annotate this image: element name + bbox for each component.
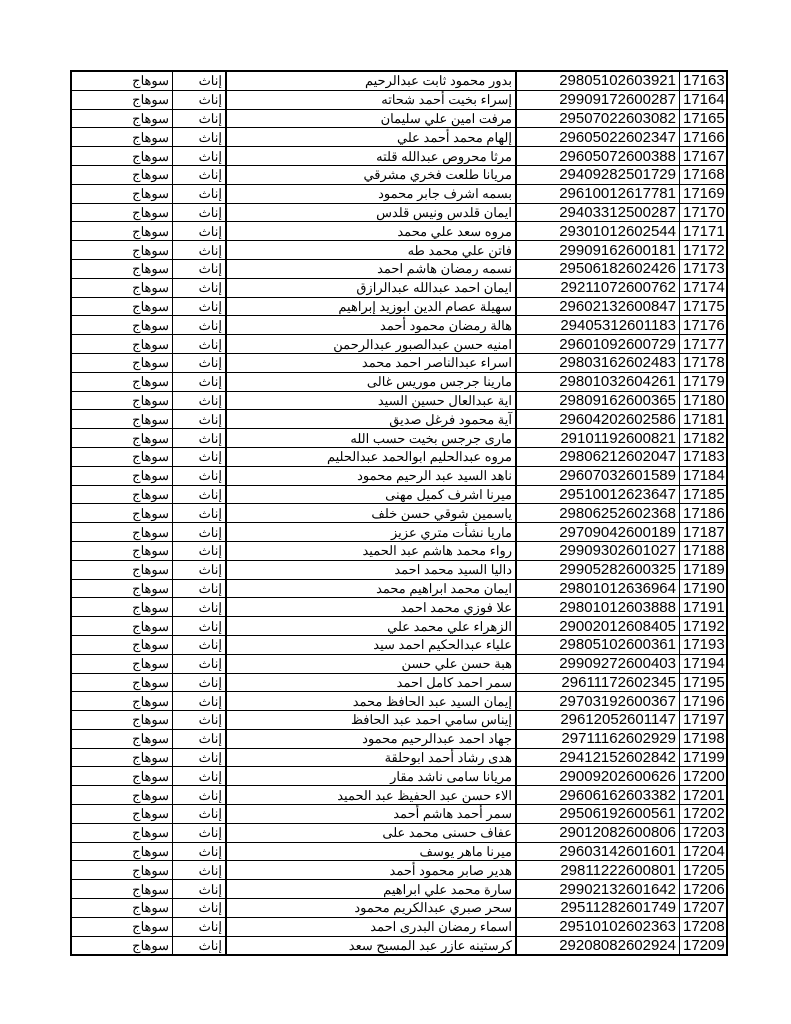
serial-number-cell: 17164: [680, 90, 728, 109]
gender-cell: إناث: [173, 673, 227, 692]
table-row: [71, 560, 727, 579]
name-cell: جهاد احمد عبدالرحيم محمود: [226, 729, 516, 748]
governorate-cell: سوهاج: [71, 673, 173, 692]
national-id-cell: 29611172602345: [516, 673, 680, 692]
gender-cell: إناث: [173, 90, 227, 109]
gender-cell: إناث: [173, 372, 227, 391]
governorate-cell: سوهاج: [71, 748, 173, 767]
national-id-cell: 29409282501729: [516, 165, 680, 184]
gender-cell: إناث: [173, 767, 227, 786]
gender-cell: إناث: [173, 598, 227, 617]
serial-number-cell: 17191: [680, 598, 728, 617]
name-cell: إيناس سامي احمد عبد الحافظ: [226, 711, 516, 730]
table-row: [71, 936, 727, 955]
serial-number-cell: 17179: [680, 372, 728, 391]
table-row: [71, 241, 727, 260]
governorate-cell: سوهاج: [71, 241, 173, 260]
national-id-cell: 29806252602368: [516, 504, 680, 523]
gender-cell: إناث: [173, 203, 227, 222]
national-id-cell: 29607032601589: [516, 466, 680, 485]
governorate-cell: سوهاج: [71, 71, 173, 90]
governorate-cell: سوهاج: [71, 297, 173, 316]
name-cell: ميرنا ماهر يوسف: [226, 842, 516, 861]
gender-cell: إناث: [173, 353, 227, 372]
serial-number-cell: 17176: [680, 316, 728, 335]
gender-cell: إناث: [173, 823, 227, 842]
serial-number-cell: 17194: [680, 654, 728, 673]
gender-cell: إناث: [173, 297, 227, 316]
national-id-cell: 29510012623647: [516, 485, 680, 504]
name-cell: آية محمود فرغل صديق: [226, 410, 516, 429]
name-cell: مريانا سامى ناشد مقار: [226, 767, 516, 786]
gender-cell: إناث: [173, 748, 227, 767]
table-row: [71, 410, 727, 429]
serial-number-cell: 17195: [680, 673, 728, 692]
serial-number-cell: 17166: [680, 128, 728, 147]
national-id-cell: 29009202600626: [516, 767, 680, 786]
name-cell: اية عبدالعال حسين السيد: [226, 391, 516, 410]
governorate-cell: سوهاج: [71, 842, 173, 861]
governorate-cell: سوهاج: [71, 711, 173, 730]
serial-number-cell: 17197: [680, 711, 728, 730]
national-id-cell: 29602132600847: [516, 297, 680, 316]
governorate-cell: سوهاج: [71, 729, 173, 748]
table-row: [71, 222, 727, 241]
name-cell: مارينا جرجس موريس غالى: [226, 372, 516, 391]
table-row: [71, 391, 727, 410]
governorate-cell: سوهاج: [71, 654, 173, 673]
governorate-cell: سوهاج: [71, 259, 173, 278]
serial-number-cell: 17188: [680, 541, 728, 560]
serial-number-cell: 17186: [680, 504, 728, 523]
gender-cell: إناث: [173, 635, 227, 654]
national-id-cell: 29506182602426: [516, 259, 680, 278]
gender-cell: إناث: [173, 560, 227, 579]
serial-number-cell: 17207: [680, 899, 728, 918]
serial-number-cell: 17190: [680, 579, 728, 598]
national-id-cell: 29603142601601: [516, 842, 680, 861]
governorate-cell: سوهاج: [71, 203, 173, 222]
name-cell: هالة رمضان محمود أحمد: [226, 316, 516, 335]
table-row: [71, 128, 727, 147]
gender-cell: إناث: [173, 109, 227, 128]
name-cell: سارة محمد علي ابراهيم: [226, 880, 516, 899]
serial-number-cell: 17202: [680, 805, 728, 824]
serial-number-cell: 17167: [680, 147, 728, 166]
name-cell: بدور محمود ثابت عبدالرحيم: [226, 71, 516, 90]
gender-cell: إناث: [173, 222, 227, 241]
national-id-cell: 29612052601147: [516, 711, 680, 730]
gender-cell: إناث: [173, 523, 227, 542]
national-id-cell: 29604202602586: [516, 410, 680, 429]
national-id-cell: 29909302601027: [516, 541, 680, 560]
governorate-cell: سوهاج: [71, 936, 173, 955]
national-id-cell: 29606162603382: [516, 786, 680, 805]
governorate-cell: سوهاج: [71, 90, 173, 109]
serial-number-cell: 17205: [680, 861, 728, 880]
serial-number-cell: 17193: [680, 635, 728, 654]
table-row: [71, 635, 727, 654]
name-cell: رواء محمد هاشم عبد الحميد: [226, 541, 516, 560]
gender-cell: إناث: [173, 899, 227, 918]
governorate-cell: سوهاج: [71, 899, 173, 918]
table-row: [71, 617, 727, 636]
serial-number-cell: 17181: [680, 410, 728, 429]
governorate-cell: سوهاج: [71, 222, 173, 241]
national-id-cell: 29211072600762: [516, 278, 680, 297]
governorate-cell: سوهاج: [71, 560, 173, 579]
table-row: [71, 598, 727, 617]
table-row: [71, 711, 727, 730]
national-id-cell: 29012082600806: [516, 823, 680, 842]
serial-number-cell: 17183: [680, 447, 728, 466]
national-id-cell: 29801012603888: [516, 598, 680, 617]
name-cell: كرستينه عازر عبد المسيح سعد: [226, 936, 516, 955]
table-row: [71, 372, 727, 391]
gender-cell: إناث: [173, 936, 227, 955]
national-id-cell: 29711162602929: [516, 729, 680, 748]
national-id-cell: 29805102603921: [516, 71, 680, 90]
serial-number-cell: 17189: [680, 560, 728, 579]
gender-cell: إناث: [173, 391, 227, 410]
governorate-cell: سوهاج: [71, 635, 173, 654]
serial-number-cell: 17196: [680, 692, 728, 711]
serial-number-cell: 17203: [680, 823, 728, 842]
name-cell: اسراء عبدالناصر احمد محمد: [226, 353, 516, 372]
national-id-cell: 29909162600181: [516, 241, 680, 260]
name-cell: هدير صابر محمود أحمد: [226, 861, 516, 880]
table-row: [71, 917, 727, 936]
governorate-cell: سوهاج: [71, 617, 173, 636]
gender-cell: إناث: [173, 128, 227, 147]
national-id-cell: 29806212602047: [516, 447, 680, 466]
table-row: [71, 316, 727, 335]
national-id-cell: 29301012602544: [516, 222, 680, 241]
gender-cell: إناث: [173, 729, 227, 748]
name-cell: مرثا محروص عبدالله قلته: [226, 147, 516, 166]
governorate-cell: سوهاج: [71, 184, 173, 203]
table-row: [71, 523, 727, 542]
national-id-cell: 29412152602842: [516, 748, 680, 767]
serial-number-cell: 17169: [680, 184, 728, 203]
national-id-cell: 29811222600801: [516, 861, 680, 880]
table-row: [71, 786, 727, 805]
name-cell: علياء عبدالحكيم احمد سيد: [226, 635, 516, 654]
governorate-cell: سوهاج: [71, 410, 173, 429]
serial-number-cell: 17192: [680, 617, 728, 636]
serial-number-cell: 17201: [680, 786, 728, 805]
name-cell: سحر صبري عبدالكريم محمود: [226, 899, 516, 918]
national-id-cell: 29507022603082: [516, 109, 680, 128]
gender-cell: إناث: [173, 184, 227, 203]
name-cell: داليا السيد محمد احمد: [226, 560, 516, 579]
governorate-cell: سوهاج: [71, 880, 173, 899]
serial-number-cell: 17173: [680, 259, 728, 278]
name-cell: مارى جرجس بخيت حسب الله: [226, 429, 516, 448]
serial-number-cell: 17199: [680, 748, 728, 767]
national-id-cell: 29510102602363: [516, 917, 680, 936]
serial-number-cell: 17184: [680, 466, 728, 485]
gender-cell: إناث: [173, 541, 227, 560]
gender-cell: إناث: [173, 410, 227, 429]
table-row: [71, 297, 727, 316]
national-id-cell: 29208082602924: [516, 936, 680, 955]
governorate-cell: سوهاج: [71, 767, 173, 786]
serial-number-cell: 17198: [680, 729, 728, 748]
national-id-cell: 29803162602483: [516, 353, 680, 372]
national-id-cell: 29506192600561: [516, 805, 680, 824]
serial-number-cell: 17165: [680, 109, 728, 128]
table-row: [71, 353, 727, 372]
governorate-cell: سوهاج: [71, 466, 173, 485]
gender-cell: إناث: [173, 466, 227, 485]
name-cell: ماريا نشأت متري عزيز: [226, 523, 516, 542]
gender-cell: إناث: [173, 692, 227, 711]
governorate-cell: سوهاج: [71, 391, 173, 410]
serial-number-cell: 17208: [680, 917, 728, 936]
table-row: [71, 71, 727, 90]
name-cell: إيمان السيد عبد الحافظ محمد: [226, 692, 516, 711]
table-row: [71, 729, 727, 748]
name-cell: امنيه حسن عبدالصبور عبدالرحمن: [226, 335, 516, 354]
table-row: [71, 90, 727, 109]
serial-number-cell: 17177: [680, 335, 728, 354]
serial-number-cell: 17200: [680, 767, 728, 786]
gender-cell: إناث: [173, 504, 227, 523]
national-id-cell: 29002012608405: [516, 617, 680, 636]
gender-cell: إناث: [173, 842, 227, 861]
table-row: [71, 541, 727, 560]
serial-number-cell: 17171: [680, 222, 728, 241]
governorate-cell: سوهاج: [71, 128, 173, 147]
name-cell: بسمه اشرف جابر محمود: [226, 184, 516, 203]
gender-cell: إناث: [173, 617, 227, 636]
governorate-cell: سوهاج: [71, 504, 173, 523]
national-id-cell: 29610012617781: [516, 184, 680, 203]
serial-number-cell: 17185: [680, 485, 728, 504]
table-row: [71, 184, 727, 203]
gender-cell: إناث: [173, 579, 227, 598]
national-id-cell: 29403312500287: [516, 203, 680, 222]
table-row: [71, 692, 727, 711]
gender-cell: إناث: [173, 316, 227, 335]
name-cell: عفاف حسنى محمد على: [226, 823, 516, 842]
serial-number-cell: 17180: [680, 391, 728, 410]
governorate-cell: سوهاج: [71, 541, 173, 560]
gender-cell: إناث: [173, 786, 227, 805]
serial-number-cell: 17170: [680, 203, 728, 222]
table-row: [71, 165, 727, 184]
national-id-cell: 29809162600365: [516, 391, 680, 410]
governorate-cell: سوهاج: [71, 485, 173, 504]
table-row: [71, 147, 727, 166]
table-row: [71, 880, 727, 899]
governorate-cell: سوهاج: [71, 165, 173, 184]
governorate-cell: سوهاج: [71, 523, 173, 542]
national-id-cell: 29101192600821: [516, 429, 680, 448]
gender-cell: إناث: [173, 654, 227, 673]
table-row: [71, 504, 727, 523]
table-row: [71, 654, 727, 673]
table-row: [71, 823, 727, 842]
name-cell: الاء حسن عبد الحفيظ عبد الحميد: [226, 786, 516, 805]
gender-cell: إناث: [173, 335, 227, 354]
table-row: [71, 278, 727, 297]
table-row: [71, 447, 727, 466]
name-cell: مريانا طلعت فخري مشرقي: [226, 165, 516, 184]
name-cell: ميرنا اشرف كميل مهنى: [226, 485, 516, 504]
table-row: [71, 579, 727, 598]
national-id-cell: 29703192600367: [516, 692, 680, 711]
governorate-cell: سوهاج: [71, 429, 173, 448]
gender-cell: إناث: [173, 165, 227, 184]
gender-cell: إناث: [173, 711, 227, 730]
name-cell: علا فوزي محمد احمد: [226, 598, 516, 617]
name-cell: سهيلة عصام الدين ابوزيد إبراهيم: [226, 297, 516, 316]
gender-cell: إناث: [173, 259, 227, 278]
gender-cell: إناث: [173, 241, 227, 260]
table-row: [71, 466, 727, 485]
name-cell: ايمان محمد ابراهيم محمد: [226, 579, 516, 598]
governorate-cell: سوهاج: [71, 147, 173, 166]
records-table: [70, 70, 728, 956]
name-cell: مروه سعد علي محمد: [226, 222, 516, 241]
gender-cell: إناث: [173, 485, 227, 504]
serial-number-cell: 17204: [680, 842, 728, 861]
serial-number-cell: 17187: [680, 523, 728, 542]
table-row: [71, 203, 727, 222]
national-id-cell: 29805102600361: [516, 635, 680, 654]
name-cell: اسماء رمضان البدرى احمد: [226, 917, 516, 936]
table-row: [71, 259, 727, 278]
national-id-cell: 29902132601642: [516, 880, 680, 899]
governorate-cell: سوهاج: [71, 805, 173, 824]
gender-cell: إناث: [173, 447, 227, 466]
serial-number-cell: 17178: [680, 353, 728, 372]
name-cell: ناهد السيد عبد الرحيم محمود: [226, 466, 516, 485]
name-cell: نسمه رمضان هاشم احمد: [226, 259, 516, 278]
name-cell: إسراء بخيت أحمد شحاته: [226, 90, 516, 109]
table-row: [71, 429, 727, 448]
governorate-cell: سوهاج: [71, 692, 173, 711]
serial-number-cell: 17163: [680, 71, 728, 90]
name-cell: هبة حسن علي حسن: [226, 654, 516, 673]
table-row: [71, 748, 727, 767]
national-id-cell: 29709042600189: [516, 523, 680, 542]
table-row: [71, 109, 727, 128]
gender-cell: إناث: [173, 71, 227, 90]
table-row: [71, 673, 727, 692]
governorate-cell: سوهاج: [71, 353, 173, 372]
gender-cell: إناث: [173, 861, 227, 880]
national-id-cell: 29909272600403: [516, 654, 680, 673]
governorate-cell: سوهاج: [71, 372, 173, 391]
name-cell: سمر أحمد هاشم أحمد: [226, 805, 516, 824]
governorate-cell: سوهاج: [71, 917, 173, 936]
governorate-cell: سوهاج: [71, 316, 173, 335]
serial-number-cell: 17172: [680, 241, 728, 260]
governorate-cell: سوهاج: [71, 109, 173, 128]
table-row: [71, 335, 727, 354]
governorate-cell: سوهاج: [71, 579, 173, 598]
name-cell: ياسمين شوقي حسن خلف: [226, 504, 516, 523]
national-id-cell: 29601092600729: [516, 335, 680, 354]
national-id-cell: 29909172600287: [516, 90, 680, 109]
national-id-cell: 29801012636964: [516, 579, 680, 598]
name-cell: هدى رشاد أحمد ابوحلقة: [226, 748, 516, 767]
name-cell: ايمان احمد عبدالله عبدالرازق: [226, 278, 516, 297]
serial-number-cell: 17175: [680, 297, 728, 316]
governorate-cell: سوهاج: [71, 598, 173, 617]
serial-number-cell: 17209: [680, 936, 728, 955]
national-id-cell: 29605022602347: [516, 128, 680, 147]
serial-number-cell: 17182: [680, 429, 728, 448]
table-row: [71, 485, 727, 504]
governorate-cell: سوهاج: [71, 278, 173, 297]
gender-cell: إناث: [173, 429, 227, 448]
name-cell: الزهراء علي محمد علي: [226, 617, 516, 636]
serial-number-cell: 17168: [680, 165, 728, 184]
national-id-cell: 29605072600388: [516, 147, 680, 166]
gender-cell: إناث: [173, 278, 227, 297]
governorate-cell: سوهاج: [71, 823, 173, 842]
name-cell: مروه عبدالحليم ابوالحمد عبدالحليم: [226, 447, 516, 466]
name-cell: ايمان قلدس ونيس قلدس: [226, 203, 516, 222]
serial-number-cell: 17206: [680, 880, 728, 899]
national-id-cell: 29905282600325: [516, 560, 680, 579]
records-table-body: [71, 71, 727, 955]
table-row: [71, 842, 727, 861]
gender-cell: إناث: [173, 880, 227, 899]
governorate-cell: سوهاج: [71, 786, 173, 805]
gender-cell: إناث: [173, 917, 227, 936]
table-row: [71, 861, 727, 880]
name-cell: سمر احمد كامل احمد: [226, 673, 516, 692]
gender-cell: إناث: [173, 147, 227, 166]
governorate-cell: سوهاج: [71, 861, 173, 880]
table-row: [71, 767, 727, 786]
name-cell: مرفت امين علي سليمان: [226, 109, 516, 128]
national-id-cell: 29511282601749: [516, 899, 680, 918]
gender-cell: إناث: [173, 805, 227, 824]
name-cell: إلهام محمد أحمد علي: [226, 128, 516, 147]
name-cell: فاتن علي محمد طه: [226, 241, 516, 260]
serial-number-cell: 17174: [680, 278, 728, 297]
national-id-cell: 29405312601183: [516, 316, 680, 335]
national-id-cell: 29801032604261: [516, 372, 680, 391]
table-row: [71, 805, 727, 824]
governorate-cell: سوهاج: [71, 335, 173, 354]
table-row: [71, 899, 727, 918]
governorate-cell: سوهاج: [71, 447, 173, 466]
